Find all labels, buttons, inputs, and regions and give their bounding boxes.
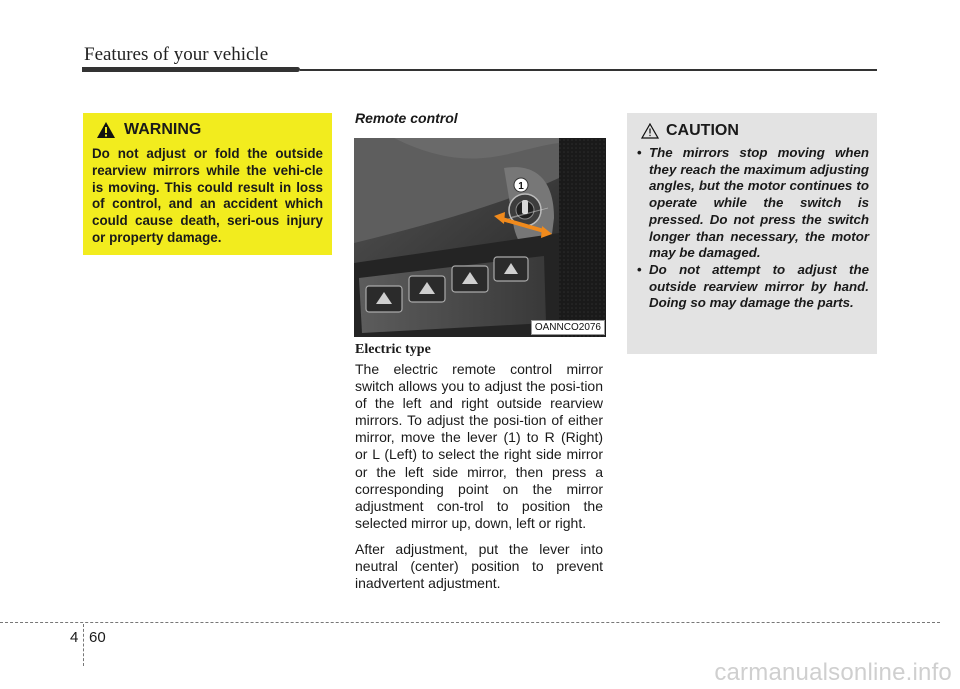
header-rule-thick xyxy=(82,67,300,72)
warning-box xyxy=(83,113,332,255)
warning-title: WARNING xyxy=(124,121,202,138)
mirror-switch-photo xyxy=(354,138,606,337)
body-paragraph-2: After adjustment, put the lever into neutral (center) position to prevent inadvertent adjustment. xyxy=(355,541,603,592)
caution-title: CAUTION xyxy=(666,122,739,139)
caution-box xyxy=(627,113,877,354)
caution-item: • Do not attempt to adjust the outside rearview mirror by hand. Doing so may damage the parts. xyxy=(635,262,869,312)
warning-header xyxy=(96,121,323,139)
watermark: carmanualsonline.info xyxy=(714,659,952,686)
footer-divider xyxy=(83,624,84,666)
header-rule-thin xyxy=(300,69,877,71)
caution-list xyxy=(635,145,869,312)
footer-rule xyxy=(0,622,940,623)
header-title: Features of your vehicle xyxy=(84,44,269,65)
caution-item: • The mirrors stop moving when they reach the maximum adjusting angles, but the motor continues to operate while the switch is pressed. Do not press the switch longer than necessary, the motor may be damaged. xyxy=(635,145,869,262)
body-paragraph-1: The electric remote control mirror switch allows you to adjust the posi-tion of the left and right outside rearview mirrors. To adjust the posi-tion of either mirror, move the lever (1) to R (Right) or L (Left) to select the right side mirror or the left side mirror, then press a corresponding point on the mirror adjustment con-trol to position the selected mirror up, down, left or right. xyxy=(355,361,603,531)
figure-callout: 1 xyxy=(518,181,524,192)
caution-triangle-icon xyxy=(641,123,659,139)
electric-type-heading: Electric type xyxy=(355,342,431,357)
warning-triangle-icon xyxy=(96,121,116,139)
section-heading: Remote control xyxy=(355,110,458,126)
figure-code: OANNCO2076 xyxy=(531,320,605,335)
page-number: 60 xyxy=(89,629,106,646)
caution-header xyxy=(641,122,869,140)
warning-text: Do not adjust or fold the outside rearview mirrors while the vehi-cle is moving. This could result in loss of control, and an accident which could cause death, seri-ous injury or property damage. xyxy=(92,146,323,245)
chapter-number: 4 xyxy=(70,629,79,646)
